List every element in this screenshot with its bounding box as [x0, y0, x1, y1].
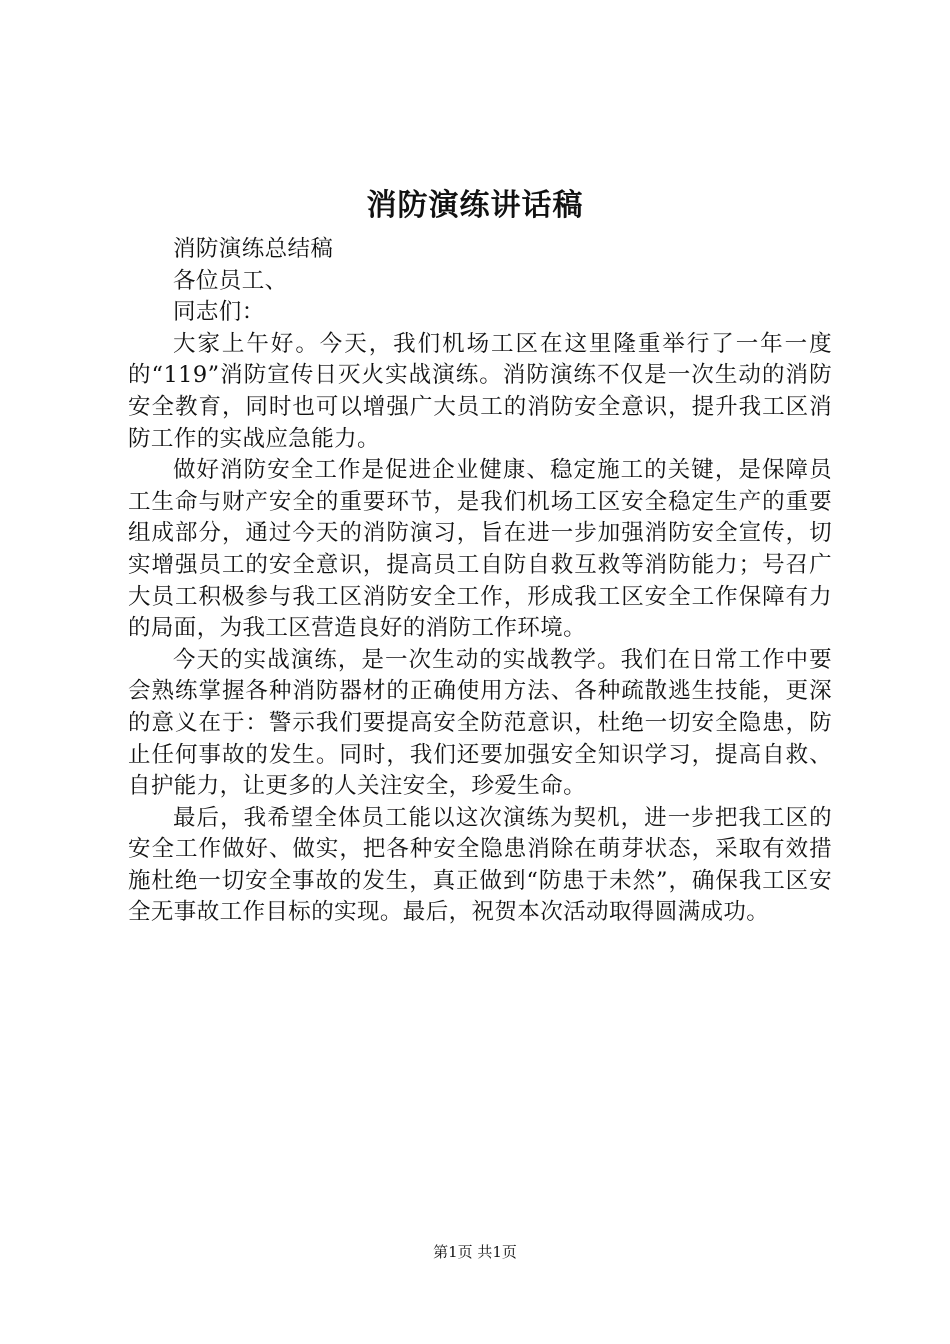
paragraph-salutation-staff: 各位员工、 — [173, 267, 288, 294]
paragraph-drill-meaning: 今天的实战演练，是一次生动的实战教学。我们在日常工作中要会熟练掌握各种消防器材的正确使用方法、各种疏散逃生技能，更深的意义在于：警示我们要提高安全防范意识，杜绝一切安全隐患，防止任何事故的发生。同时，我们还要加强安全知识学习，提高自救、自护能力，让更多的人关注安全，珍爱生命。 — [128, 646, 832, 800]
document-body — [128, 234, 832, 929]
paragraph-salutation-comrades: 同志们： — [173, 299, 265, 326]
paragraph-subtitle: 消防演练总结稿 — [173, 236, 334, 262]
page-number-footer: 第1页 共1页 — [433, 1243, 517, 1261]
paragraph-closing: 最后，我希望全体员工能以这次演练为契机，进一步把我工区的安全工作做好、做实，把各种安全隐患消除在萌芽状态，采取有效措施杜绝一切安全事故的发生，真正做到“防患于未然”，确保我工区安全无事故工作目标的实现。最后，祝贺本次活动取得圆满成功。 — [128, 804, 832, 926]
paragraph-importance: 做好消防安全工作是促进企业健康、稳定施工的关键，是保障员工生命与财产安全的重要环节，是我们机场工区安全稳定生产的重要组成部分，通过今天的消防演习，旨在进一步加强消防安全宣传，切实增强员工的安全意识，提高员工自防自救互救等消防能力；号召广大员工积极参与我工区消防安全工作，形成我工区安全工作保障有力的局面，为我工区营造良好的消防工作环境。 — [128, 457, 832, 642]
paragraph-greeting: 大家上午好。今天，我们机场工区在这里隆重举行了一年一度的“119”消防宣传日灭火实战演练。消防演练不仅是一次生动的消防安全教育，同时也可以增强广大员工的消防安全意识，提升我工区消防工作的实战应急能力。 — [128, 330, 832, 452]
document-title: 消防演练讲话稿 — [366, 188, 584, 223]
